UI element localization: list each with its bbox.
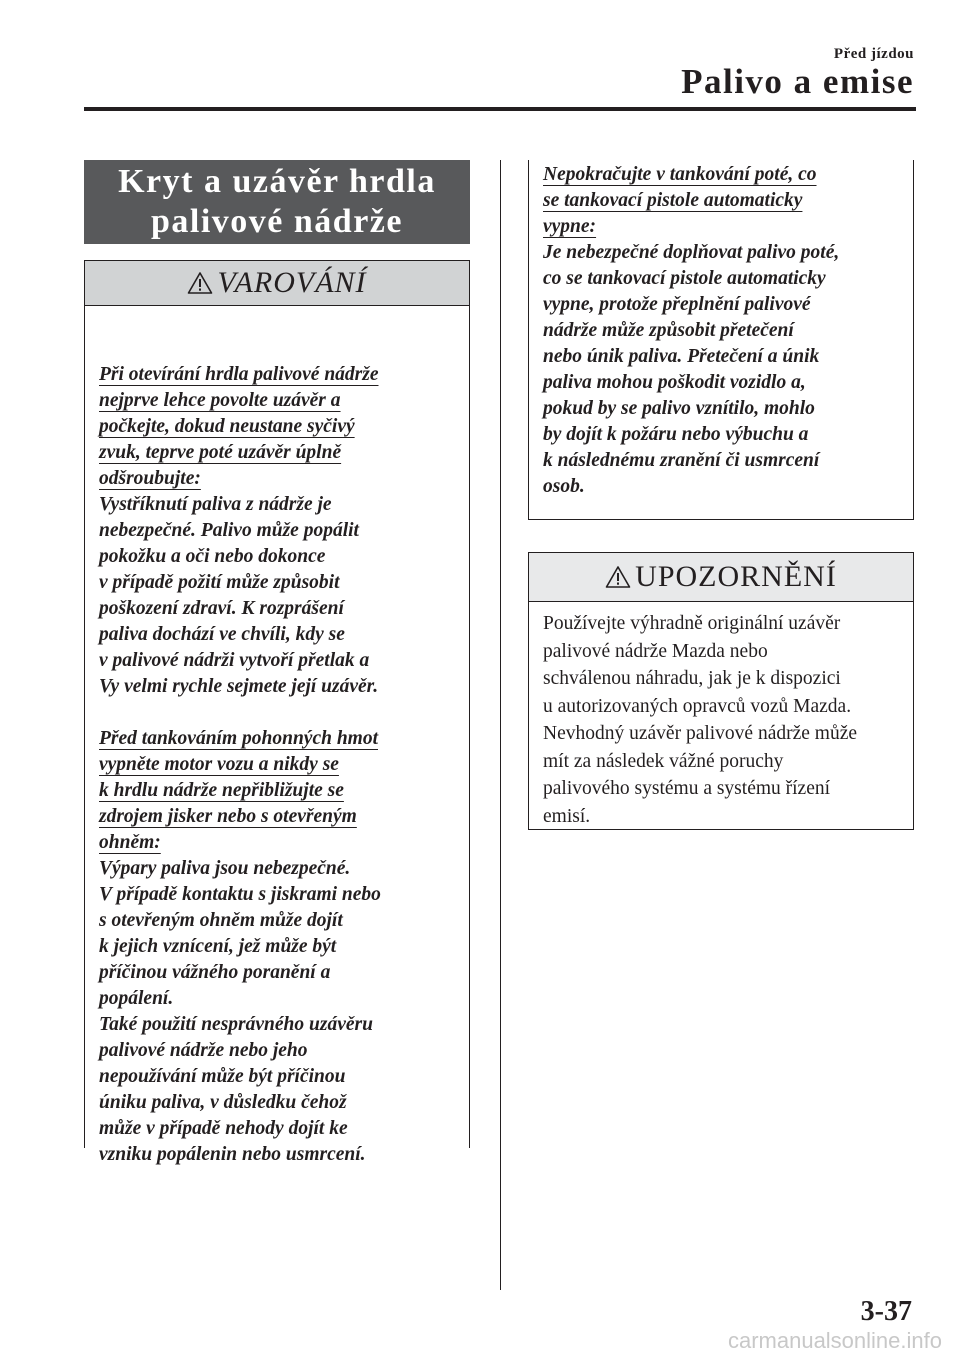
caution-line: Nevhodný uzávěr palivové nádrže může [543, 723, 858, 744]
page-number: 3-37 [860, 1296, 912, 1327]
warning-line: poškození zdraví. K rozprášení [99, 598, 344, 619]
warning-line: může v případě nehody dojít ke [99, 1118, 348, 1139]
warning-line: V případě kontaktu s jiskrami nebo [99, 884, 381, 905]
warning-line: k hrdlu nádrže nepřibližujte se [99, 780, 344, 801]
warning-line: Před tankováním pohonných hmot [99, 728, 378, 749]
caution-line: emisí. [543, 805, 591, 827]
warning-line: Vystříknutí paliva z nádrže je [99, 494, 332, 515]
warning-line: vzniku popálenin nebo usmrcení. [99, 1144, 366, 1165]
caution-line: schválenou náhradu, jak je k dispozici [543, 668, 841, 689]
warning-line: nejprve lehce povolte uzávěr a [99, 390, 341, 411]
warning-line: vypněte motor vozu a nikdy se [99, 754, 339, 775]
warning-continuation-content [529, 160, 913, 500]
caution-box [528, 552, 914, 830]
warning-line: Výpary paliva jsou nebezpečné. [99, 858, 351, 879]
warning-band [85, 261, 469, 306]
warning-triangle-icon [605, 565, 631, 589]
section-title-line-2: palivové nádrže [151, 203, 403, 240]
warning-line: nepoužívání může být příčinou [99, 1066, 346, 1087]
warning-line: v případě požití může způsobit [99, 572, 340, 593]
warning-line: nádrže může způsobit přetečení [543, 320, 794, 341]
warning-line: osob. [543, 476, 585, 497]
warning-content [85, 306, 469, 1168]
warning-line: v palivové nádrži vytvoří přetlak a [99, 650, 370, 671]
caution-band [529, 553, 913, 602]
warning-line: úniku paliva, v důsledku čehož [99, 1092, 347, 1113]
warning-triangle-icon [187, 271, 213, 295]
warning-line: Je nebezpečné doplňovat palivo poté, [543, 242, 840, 263]
watermark: carmanualsonline.info [727, 1328, 942, 1353]
warning-box [84, 260, 470, 1165]
warning-line: s otevřeným ohněm může dojít [99, 910, 343, 931]
warning-line: k následnému zranění či usmrcení [543, 450, 820, 471]
caution-line: palivového systému a systému řízení [543, 778, 831, 799]
warning-line: paliva dochází ve chvíli, kdy se [99, 624, 345, 645]
warning-line: vypne, protože přeplnění palivové [543, 294, 811, 315]
warning-line: Také použití nesprávného uzávěru [99, 1014, 373, 1035]
warning-line: popálení. [99, 988, 174, 1009]
warning-line: co se tankovací pistole automaticky [543, 268, 826, 289]
header-rule [84, 107, 916, 111]
warning-line: nebezpečné. Palivo může popálit [99, 520, 359, 541]
warning-label: VAROVÁNÍ [217, 266, 367, 299]
warning-line: pokud by se palivo vznítilo, mohlo [543, 398, 815, 419]
section-title-line-1: Kryt a uzávěr hrdla [118, 163, 436, 200]
caution-line: Používejte výhradně originální uzávěr [543, 613, 841, 634]
caution-label: UPOZORNĚNÍ [635, 560, 837, 593]
section-title [84, 160, 470, 244]
warning-line: palivové nádrže nebo jeho [99, 1040, 308, 1061]
warning-line: by dojít k požáru nebo výbuchu a [543, 424, 809, 445]
warning-line: zvuk, teprve poté uzávěr úplně [99, 442, 342, 463]
caution-line: mít za následek vážné poruchy [543, 750, 784, 772]
warning-continuation-box [528, 160, 914, 520]
warning-line: příčinou vážného poranění a [99, 962, 331, 983]
section-header: Před jízdou [833, 46, 914, 62]
warning-line: Nepokračujte v tankování poté, co [543, 164, 817, 185]
warning-line: pokožku a oči nebo dokonce [99, 546, 326, 567]
warning-line: Při otevírání hrdla palivové nádrže [99, 364, 379, 385]
warning-line: zdrojem jisker nebo s otevřeným [99, 806, 357, 827]
warning-line: nebo únik paliva. Přetečení a únik [543, 346, 820, 367]
caution-content [529, 602, 913, 830]
warning-line: paliva mohou poškodit vozidlo a, [543, 372, 806, 393]
column-divider [500, 160, 501, 1290]
warning-line: Vy velmi rychle sejmete její uzávěr. [99, 676, 379, 697]
caution-line: u autorizovaných opravců vozů Mazda. [543, 695, 852, 717]
warning-line: odšroubujte: [99, 468, 201, 489]
caution-line: palivové nádrže Mazda nebo [543, 640, 768, 662]
warning-line: ohněm: [99, 832, 161, 853]
warning-line: vypne: [543, 216, 597, 237]
warning-line: k jejich vznícení, jež může být [99, 936, 337, 957]
paragraph-gap [99, 700, 455, 726]
warning-line: se tankovací pistole automaticky [543, 190, 803, 211]
chapter-title: Palivo a emise [681, 62, 914, 101]
warning-line: počkejte, dokud neustane syčivý [99, 416, 355, 437]
